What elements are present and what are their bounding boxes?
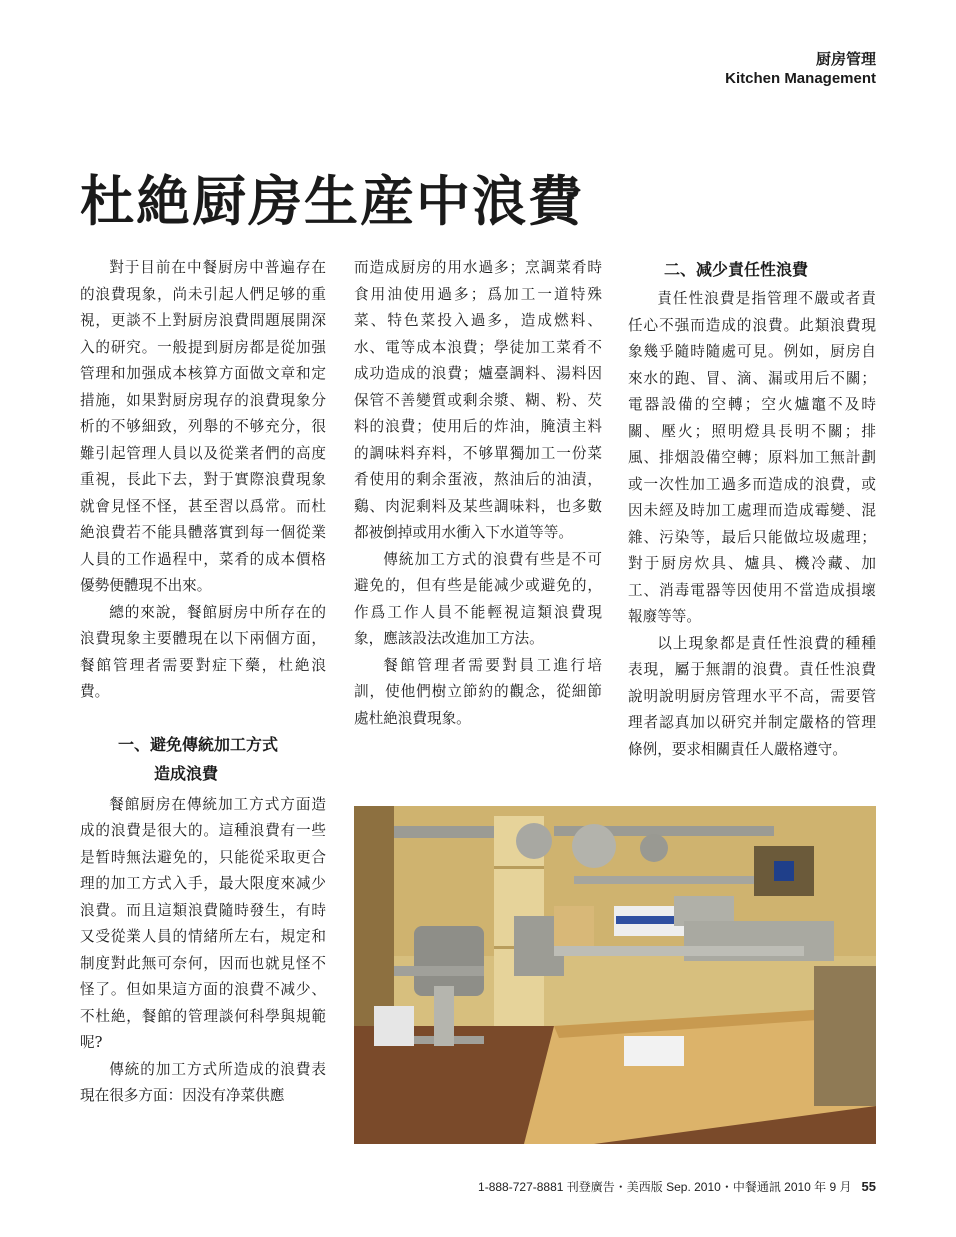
heading-line: 一、避免傳統加工方式 bbox=[118, 734, 279, 754]
paragraph: 餐館管理者需要對員工進行培訓，使他們樹立節約的觀念，從細節處杜絶浪費現象。 bbox=[354, 656, 602, 727]
footer-text: 1-888-727-8881 刊登廣告・美西版 Sep. 2010・中餐通訊 2010 年 9 月 bbox=[478, 1180, 852, 1194]
section-heading-1 bbox=[80, 730, 326, 788]
paragraph: 對于目前在中餐厨房中普遍存在的浪費現象，尚未引起人們足够的重視，更談不上對厨房浪費問題展開深入的研究。一般提到厨房都是從加强管理和加强成本核算方面做文章和定措施，如果對厨房現存的浪費現象分析的不够細致，列舉的不够充分，很難引起管理人員以及從業者們的高度重視，長此下去，對于實際浪費現象就會見怪不怪，甚至習以爲常。而杜絶浪費若不能具體落實到每一個從業人員的工作過程中，菜肴的成本價格優勢便體現不出來。 bbox=[80, 259, 326, 594]
paragraph: 以上現象都是責任性浪費的種種表現，屬于無謂的浪費。責任性浪費說明說明厨房管理水平不高，需要管理者認真加以研究并制定嚴格的管理條例，要求相關責任人嚴格遵守。 bbox=[628, 634, 876, 758]
page-number: 55 bbox=[861, 1179, 876, 1194]
section-label-english: Kitchen Management bbox=[725, 70, 876, 87]
page-footer bbox=[478, 1178, 876, 1195]
column-3 bbox=[628, 255, 876, 763]
paragraph: 餐館厨房在傳統加工方式方面造成的浪費是很大的。這種浪費有一些是暂時無法避免的，只能從采取更合理的加工方式入手，最大限度來减少浪費。而且這類浪費隨時發生，有時又受從業人員的情緒所左右，規定和制度對此無可奈何，因而也就見怪不怪了。但如果這方面的浪費不减少、不杜絶，餐館的管理談何科學與規範呢? bbox=[80, 795, 326, 1051]
article-title: 杜絶厨房生産中浪費 bbox=[80, 169, 584, 233]
column-1 bbox=[80, 255, 326, 1110]
column-2 bbox=[354, 255, 602, 732]
paragraph: 傳統的加工方式所造成的浪費表現在很多方面：因没有净菜供應 bbox=[80, 1060, 326, 1104]
section-heading-2: 二、减少責任性浪費 bbox=[664, 260, 809, 279]
paragraph: 而造成厨房的用水過多；烹調菜肴時食用油使用過多；爲加工一道特殊菜、特色菜投入過多，造成燃料、水、電等成本浪費；學徒加工菜肴不成功造成的浪費；爐臺調料、湯料因保管不善變質或剩余漿、糊、粉、芡料的浪費；使用后的炸油，腌漬主料的調味料弃料，不够單獨加工一份菜肴使用的剩余蛋液，熬油后的油漬，鷄、肉泥剩料及某些調味料，也多數都被倒掉或用水衝入下水道等等。 bbox=[354, 259, 602, 541]
section-label-chinese: 厨房管理 bbox=[815, 50, 876, 68]
page-header bbox=[725, 49, 876, 89]
heading-line: 造成浪費 bbox=[154, 763, 219, 783]
paragraph: 總的來說，餐館厨房中所存在的浪費現象主要體現在以下兩個方面，餐館管理者需要對症下藥，杜絶浪費。 bbox=[80, 603, 326, 700]
kitchen-photo bbox=[354, 806, 876, 1144]
paragraph: 責任性浪費是指管理不嚴或者責任心不强而造成的浪費。此類浪費現象幾乎隨時隨處可見。例如，厨房自來水的跑、冒、滴、漏或用后不關；電器設備的空轉；空火爐竈不及時關、壓火；照明燈具長明不關；排風、排烟設備空轉；原料加工無計劃或一次性加工過多而造成的浪費，或因未經及時加工處理而造成霉變、混雜、污染等，最后只能做垃圾處理；對于厨房炊具、爐具、機冷藏、加工、消毒電器等因使用不當造成損壞報廢等等。 bbox=[628, 290, 876, 625]
kitchen-photo-illustration bbox=[354, 806, 876, 1144]
paragraph: 傳統加工方式的浪費有些是不可避免的，但有些是能减少或避免的，作爲工作人員不能輕視這類浪費現象，應該設法改進加工方法。 bbox=[354, 550, 602, 647]
